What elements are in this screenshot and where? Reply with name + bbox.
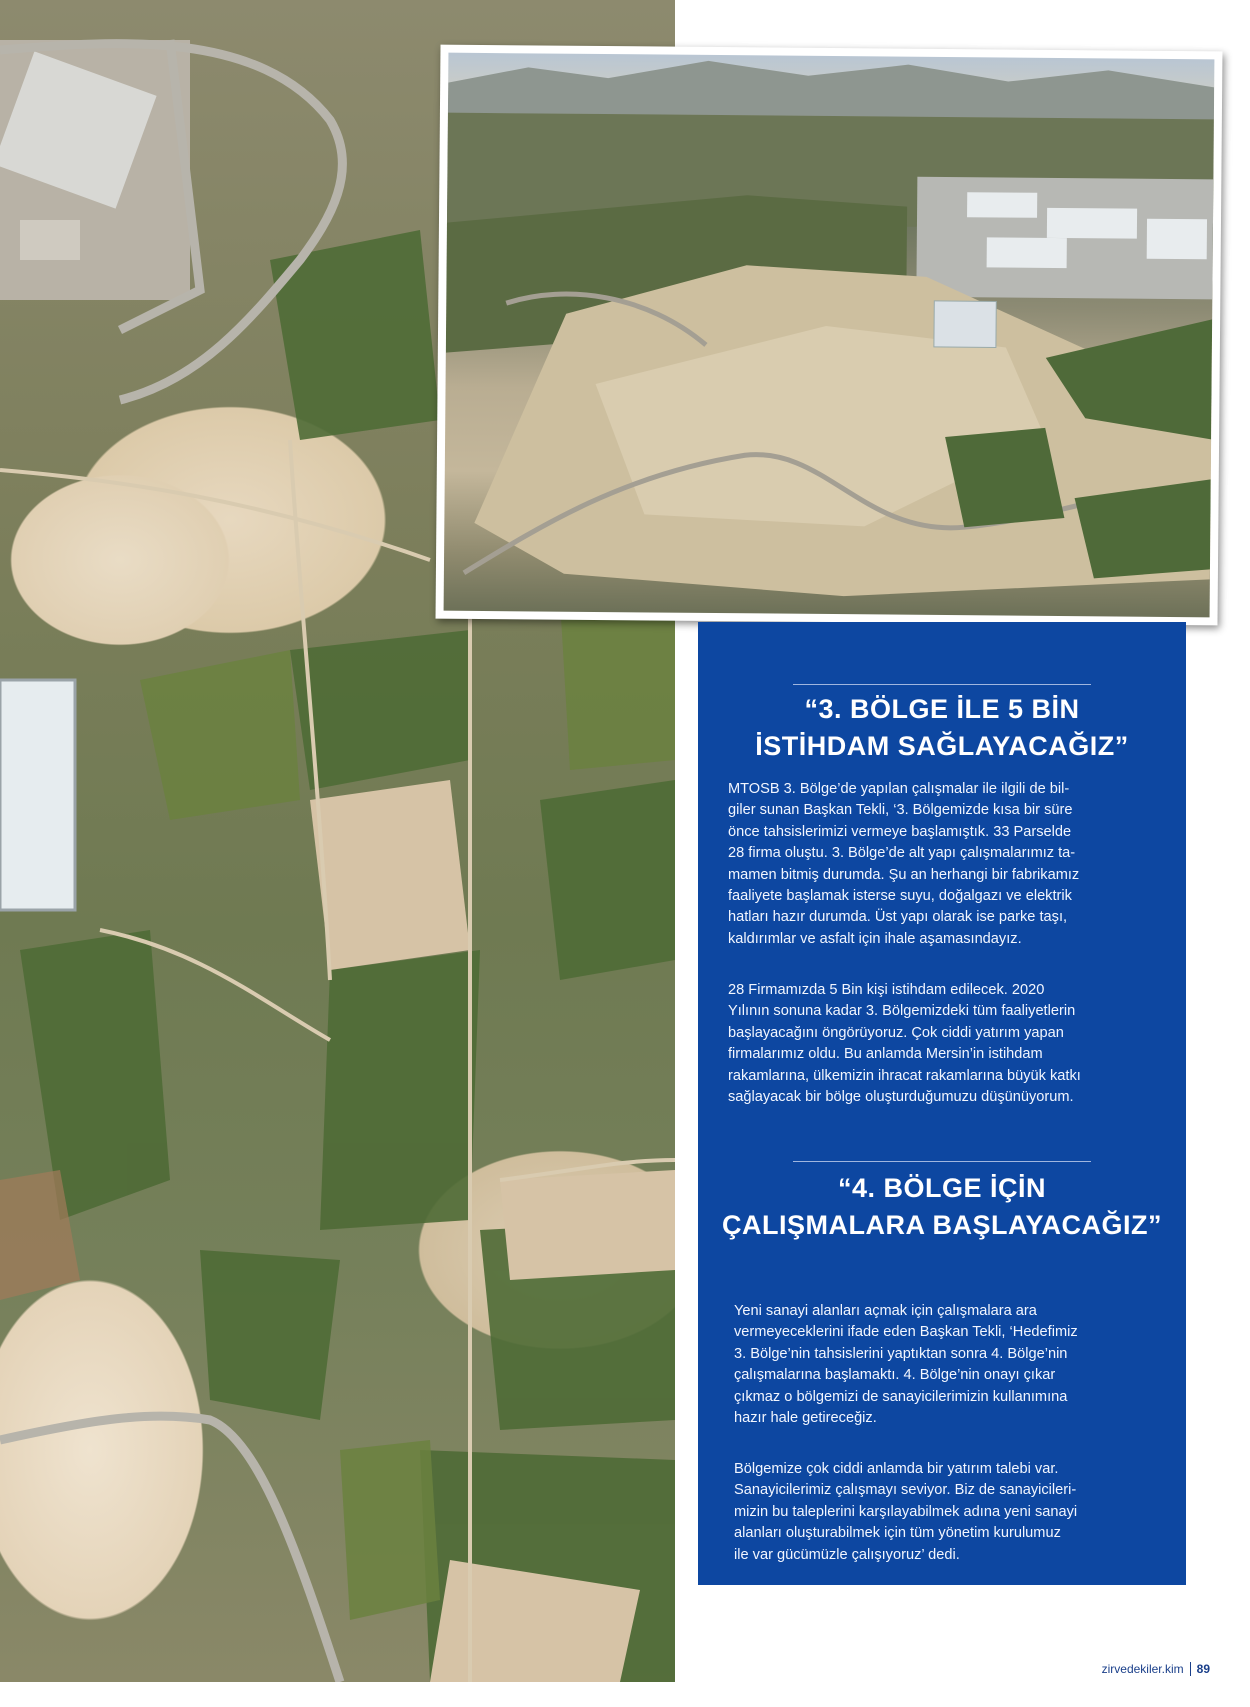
divider-rule [793, 684, 1091, 685]
divider-rule [793, 1161, 1091, 1162]
section2-heading [698, 1170, 1186, 1244]
section2-heading-line2: ÇALIŞMALARA BAŞLAYACAĞIZ” [721, 1210, 1163, 1240]
section1-heading-line1: “3. BÖLGE İLE 5 BİN [804, 694, 1080, 724]
page-footer [1102, 1662, 1210, 1676]
section2-paragraph2: Bölgemize çok ciddi anlamda bir yatırım talebi var. Sanayicilerimiz çalışmayı seviyor. Biz de sanayicileri- mizin bu taleplerini karşılayabilmek adına yeni sanayi alanları oluşturabilmek için tüm yönetim kurulumuz ile var gücümüzle çalışıyoruz’ dedi. [734, 1461, 1078, 1563]
section1-heading-line2: İSTİHDAM SAĞLAYACAĞIZ” [755, 731, 1129, 761]
section1-paragraph2: 28 Firmamızda 5 Bin kişi istihdam edilecek. 2020 Yılının sonuna kadar 3. Bölgemizdeki tüm faaliyetlerin başlayacağını öngörüyoruz. Çok ciddi yatırım yapan firmalarımız oldu. Bu anlamda Mersin’in istihdam rakamlarına, ülkemizin ihracat rakamlarına büyük katkı sağlayacak bir bölge oluşturduğumuzu düşünüyorum. [728, 982, 1081, 1106]
footer-site: zirvedekiler.kim [1101, 1662, 1184, 1676]
footer-separator [1190, 1662, 1191, 1676]
article-panel [698, 622, 1186, 1585]
section1-heading [698, 691, 1186, 765]
framed-photo [436, 45, 1223, 626]
framed-photo-graphic [444, 53, 1215, 618]
page-number: 89 [1196, 1662, 1210, 1676]
section2-heading-line1: “4. BÖLGE İÇİN [837, 1173, 1047, 1203]
section1-paragraph1: MTOSB 3. Bölge’de yapılan çalışmalar ile ilgili de bil- giler sunan Başkan Tekli, ‘3. Bölgemizde kısa bir süre önce tahsislerimizi vermeye başlamıştık. 33 Parselde 28 firma oluştu. 3. Bölge’de alt yapı çalışmalarımız ta- mamen bitmiş durumda. Şu an herhangi bir fabrikamız faaliyete başlamak isterse suyu, doğalgazı ve elektrik hatları hazır durumda. Üst yapı olarak ise parke taşı, kaldırımlar ve asfalt için ihale aşamasındayız. [728, 781, 1080, 947]
framed-photo-image [444, 53, 1215, 618]
section2-paragraph1: Yeni sanayi alanları açmak için çalışmalara ara vermeyeceklerini ifade eden Başkan Tekli, ‘Hedefimiz 3. Bölge’nin tahsislerini yaptıktan sonra 4. Bölge’nin çalışmalarına başlamaktı. 4. Bölge’nin onayı çıkar çıkmaz o bölgemizi de sanayicilerimizin kullanımına hazır hale getireceğiz. [734, 1303, 1078, 1427]
